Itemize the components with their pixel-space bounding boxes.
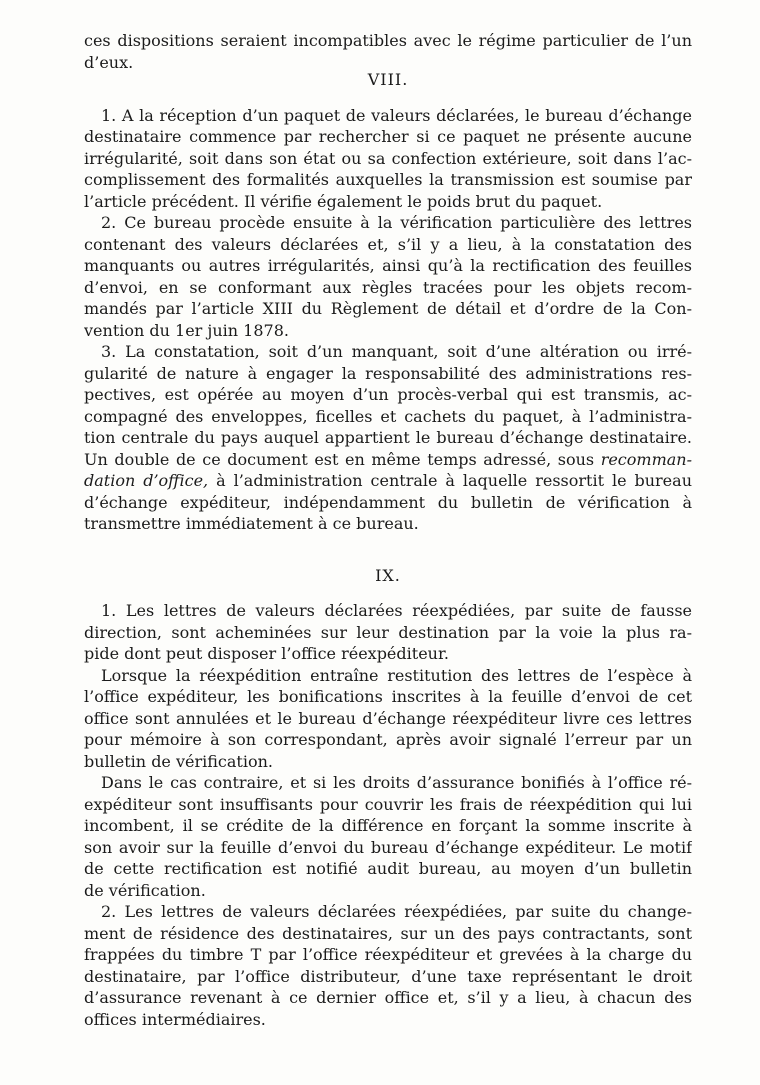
section-heading-viii: VIII.	[367, 70, 409, 89]
text-line: pour mémoire à son correspondant, après avoir signalé l’erreur par un	[84, 730, 692, 749]
text-line	[84, 470, 692, 492]
text-line: destinataire, par l’office distributeur, d’une taxe représentant le droit	[84, 966, 692, 986]
text-run: Un double de ce document est en même temps adressé, sous	[84, 449, 595, 469]
section-ix-paragraph-3	[84, 772, 692, 901]
text-line: direction, sont acheminées sur leur destination par la voie la plus ra-	[84, 622, 692, 642]
text-line: transmettre immédiatement à ce bureau.	[84, 514, 419, 533]
text-line: bulletin de vérification.	[84, 751, 273, 771]
text-line: 3. La constatation, soit d’un manquant, soit d’une altération ou irré-	[101, 342, 692, 361]
text-line: 1. Les lettres de valeurs déclarées réexpédiées, par suite de fausse	[101, 601, 692, 620]
italic-text: recomman-	[600, 449, 692, 469]
text-line: compagné des enveloppes, ficelles et cachets du paquet, à l’administra-	[84, 406, 692, 426]
text-line: offices intermédiaires.	[84, 1009, 266, 1029]
section-ix-paragraph-4	[84, 901, 692, 1030]
section-heading-ix: IX.	[375, 565, 401, 585]
text-line: frappées du timbre T par l’office réexpéditeur et grevées à la charge du	[84, 945, 692, 964]
text-line: complissement des formalités auxquelles la transmission est soumise par	[84, 170, 692, 189]
text-line: Lorsque la réexpédition entraîne restitution des lettres de l’espèce à	[101, 665, 692, 685]
text-line: pide dont peut disposer l’office réexpéditeur.	[84, 644, 449, 663]
text-line: ment de résidence des destinataires, sur un des pays contractants, sont	[84, 923, 692, 943]
text-line: l’office expéditeur, les bonifications inscrites à la feuille d’envoi de cet	[84, 687, 692, 706]
section-viii-paragraph-2	[84, 212, 692, 341]
text-line: Dans le cas contraire, et si les droits d’assurance bonifiés à l’office ré-	[101, 773, 692, 792]
text-line: d’assurance revenant à ce dernier office et, s’il y a lieu, à chacun des	[84, 988, 692, 1007]
section-ix-paragraph-1	[84, 600, 692, 665]
text-line: gularité de nature à engager la responsabilité des administrations res-	[84, 363, 692, 383]
text-column	[84, 30, 692, 1030]
text-line	[84, 449, 692, 471]
section-ix-paragraph-2	[84, 665, 692, 773]
text-line: pectives, est opérée au moyen d’un procès-verbal qui est transmis, ac-	[84, 385, 692, 404]
text-line: de vérification.	[84, 880, 206, 900]
text-line: 2. Les lettres de valeurs déclarées réexpédiées, par suite du change-	[101, 902, 692, 921]
text-line: d’envoi, en se conformant aux règles tracées pour les objets recom-	[84, 277, 692, 297]
text-line: de cette rectification est notifié audit bureau, au moyen d’un bulletin	[84, 859, 692, 878]
text-line: d’échange expéditeur, indépendamment du bulletin de vérification à	[84, 492, 692, 512]
text-line: 2. Ce bureau procède ensuite à la vérification particulière des lettres	[101, 213, 692, 232]
text-line: manquants ou autres irrégularités, ainsi qu’à la rectification des feuilles	[84, 256, 692, 275]
text-line: office sont annulées et le bureau d’échange réexpéditeur livre ces lettres	[84, 708, 692, 728]
section-viii-paragraph-3	[84, 341, 692, 535]
text-line: destinataire commence par rechercher si ce paquet ne présente aucune	[84, 127, 692, 146]
text-line: expéditeur sont insuffisants pour couvrir les frais de réexpédition qui lui	[84, 794, 692, 814]
opening-paragraph	[84, 30, 692, 73]
text-line: l’article précédent. Il vérifie également le poids brut du paquet.	[84, 191, 603, 211]
text-run: à l’administration centrale à laquelle ressortit le bureau	[208, 471, 692, 490]
italic-text: dation d’office,	[84, 471, 209, 490]
text-line: incombent, il se crédite de la différence en forçant la somme inscrite à	[84, 816, 692, 835]
text-line: tion centrale du pays auquel appartient le bureau d’échange destinataire.	[84, 428, 692, 447]
text-line: mandés par l’article XIII du Règlement de détail et d’ordre de la Con-	[84, 299, 692, 318]
text-line: d’eux.	[84, 52, 134, 72]
section-viii-paragraph-1	[84, 105, 692, 213]
text-line: irrégularité, soit dans son état ou sa confection extérieure, soit dans l’ac-	[84, 148, 692, 168]
text-line: vention du 1er juin 1878.	[84, 320, 289, 340]
text-line: son avoir sur la feuille d’envoi du bureau d’échange expéditeur. Le motif	[84, 837, 692, 857]
text-line: contenant des valeurs déclarées et, s’il y a lieu, à la constatation des	[84, 234, 692, 254]
text-line: 1. A la réception d’un paquet de valeurs déclarées, le bureau d’échange	[101, 105, 692, 125]
text-line: ces dispositions seraient incompatibles avec le régime particulier de l’un	[84, 31, 692, 50]
